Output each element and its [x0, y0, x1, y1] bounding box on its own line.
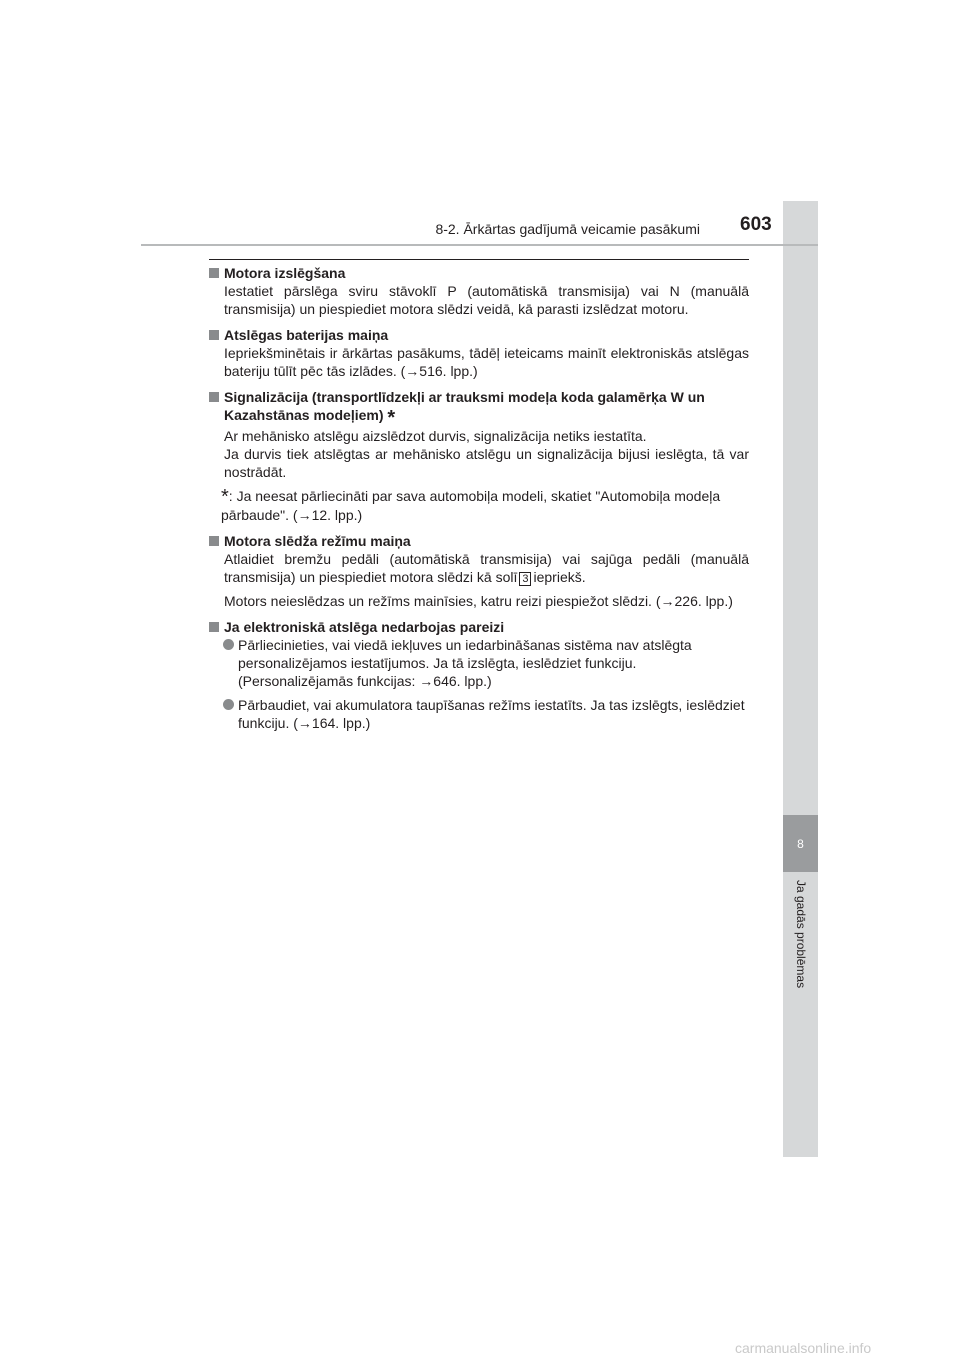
footnote-asterisk-icon: *: [221, 486, 229, 508]
footnote: *: Ja neesat pārliecināti par sava automobiļa modeli, skatiet "Automobiļa modeļa pārbaude". (→12. lpp.): [221, 486, 721, 523]
item-body: Ar mehānisko atslēgu aizslēdzot durvis, signalizācija netiks iestatīta.: [224, 428, 647, 444]
section-title: 8-2. Ārkārtas gadījumā veicamie pasākumi: [435, 221, 700, 237]
item-body: Iepriekšminētais ir ārkārtas pasākums, tādēļ ieteicams mainīt elektroniskās atslēgas bateriju tūlīt pēc tās izlādes. (→516. lpp.): [224, 345, 749, 379]
chapter-title: Ja gadās problēmas: [794, 880, 808, 989]
item-heading: Ja elektroniskā atslēga nedarbojas pareizi: [209, 618, 749, 636]
square-bullet-icon: [209, 330, 219, 340]
content-rule: [209, 259, 749, 260]
page-number: 603: [740, 214, 772, 235]
page-content: [209, 264, 749, 740]
watermark: carmanualsonline.info: [735, 1340, 872, 1356]
item-alarm: [209, 388, 749, 524]
round-bullet-icon: [223, 699, 234, 710]
step-number-box: 3: [519, 572, 531, 586]
list-item: Pārliecinieties, vai viedā iekļuves un iedarbināšanas sistēma nav atslēgta personalizējamos iestatījumos. Ja tā izslēgta, ieslēdziet funkciju. (Personalizējamās funkcijas: →646. lpp.): [209, 636, 749, 690]
square-bullet-icon: [209, 622, 219, 632]
list-item: Pārbaudiet, vai akumulatora taupīšanas režīms iestatīts. Ja tas izslēgts, ieslēdziet funkciju. (→164. lpp.): [209, 696, 749, 732]
item-switch-mode: [209, 532, 749, 610]
item-body: Iestatiet pārslēga sviru stāvoklī P (automātiskā transmisija) vai N (manuālā transmisija) un piespiediet motora slēdzi veidā, kā parasti izslēdzat motoru.: [224, 283, 749, 317]
square-bullet-icon: [209, 268, 219, 278]
header-rule: [141, 244, 818, 246]
item-battery-change: [209, 326, 749, 380]
item-heading: Motora izslēgšana: [209, 264, 749, 282]
chapter-number: 8: [783, 815, 818, 872]
item-body: Ja durvis tiek atslēgtas ar mehānisko atslēgu un signalizācija bijusi ieslēgta, tā var nostrādāt.: [224, 446, 749, 480]
item-heading: Signalizācija (transportlīdzekļi ar trauksmi modeļa koda galamērķa W un Kazahstānas modeļiem) *: [209, 388, 749, 427]
square-bullet-icon: [209, 536, 219, 546]
item-body: Atlaidiet bremžu pedāli (automātiskā transmisija) vai sajūga pedāli (manuālā transmisija) un piespiediet motora slēdzi kā solī 3 iepriekš.: [224, 551, 749, 585]
asterisk-icon: *: [387, 407, 396, 429]
item-body: Motors neieslēdzas un režīms mainīsies, katru reizi piespiežot slēdzi. (→226. lpp.): [224, 593, 733, 609]
item-heading: Atslēgas baterijas maiņa: [209, 326, 749, 344]
item-engine-off: [209, 264, 749, 318]
item-heading: Motora slēdža režīmu maiņa: [209, 532, 749, 550]
item-key-malfunction: [209, 618, 749, 732]
round-bullet-icon: [223, 639, 234, 650]
square-bullet-icon: [209, 392, 219, 402]
